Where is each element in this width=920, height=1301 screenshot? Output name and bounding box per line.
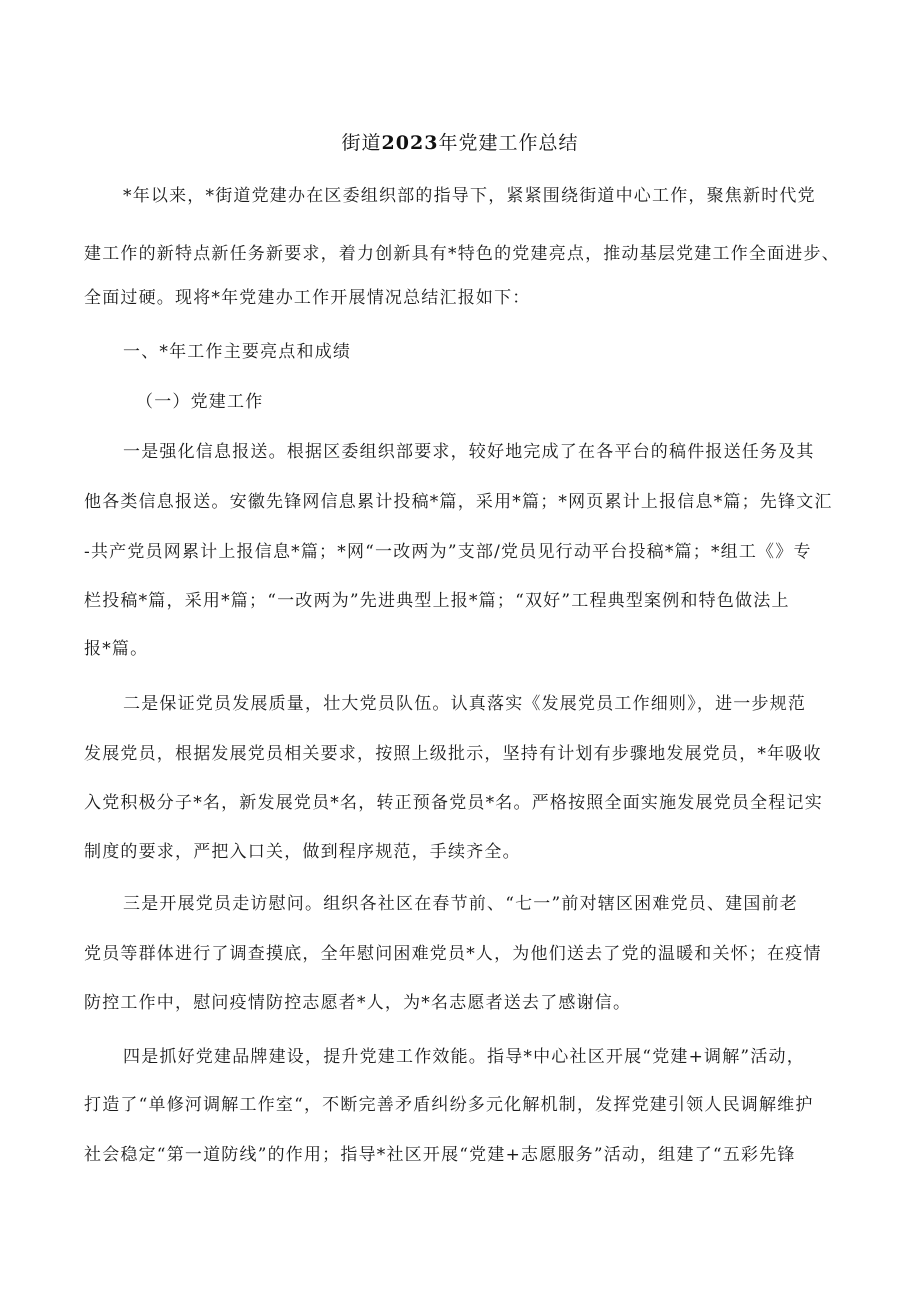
paragraph-line: *年以来，*街道党建办在区委组织部的指导下，紧紧围绕街道中心工作，聚焦新时代党 bbox=[123, 186, 816, 206]
paragraph-line: -共产党员网累计上报信息*篇；*网“一改两为”支部/党员见行动平台投稿*篇；*组工《》专 bbox=[84, 542, 812, 562]
document-title bbox=[0, 128, 920, 155]
paragraph-line: 报*篇。 bbox=[84, 639, 149, 659]
paragraph-line: 社会稳定“第一道防线”的作用；指导*社区开展“党建+志愿服务”活动，组建了“五彩先锋 bbox=[84, 1145, 796, 1165]
paragraph-line: 三是开展党员走访慰问。组织各社区在春节前、“七一”前对辖区困难党员、建国前老 bbox=[123, 894, 798, 914]
paragraph-line: 二是保证党员发展质量，壮大党员队伍。认真落实《发展党员工作细则》，进一步规范 bbox=[123, 694, 807, 714]
title-suffix: 年党建工作总结 bbox=[438, 132, 579, 154]
title-prefix: 街道 bbox=[341, 132, 382, 154]
paragraph-line: 打造了“单修河调解工作室“，不断完善矛盾纠纷多元化解机制，发挥党建引领人民调解维护 bbox=[84, 1095, 814, 1115]
paragraph-line: 防控工作中，慰问疫情防控志愿者*人，为*名志愿者送去了感谢信。 bbox=[84, 993, 632, 1013]
paragraph-line: 入党积极分子*名，新发展党员*名，转正预备党员*名。严格按照全面实施发展党员全程记实 bbox=[84, 793, 823, 813]
paragraph-line: 建工作的新特点新任务新要求，着力创新具有*特色的党建亮点，推动基层党建工作全面进步、 bbox=[84, 244, 840, 264]
paragraph-line: 发展党员，根据发展党员相关要求，按照上级批示，坚持有计划有步骤地发展党员，*年吸收 bbox=[84, 744, 822, 764]
section-heading: 一、*年工作主要亮点和成绩 bbox=[123, 342, 352, 362]
paragraph-line: 他各类信息报送。安徽先锋网信息累计投稿*篇，采用*篇；*网页累计上报信息*篇；先锋文汇 bbox=[84, 492, 833, 512]
paragraph-line: 制度的要求，严把入口关，做到程序规范，手续齐全。 bbox=[84, 842, 521, 862]
paragraph-line: 全面过硬。现将*年党建办工作开展情况总结汇报如下： bbox=[84, 288, 531, 308]
paragraph-line: 党员等群体进行了调查摸底，全年慰问困难党员*人，为他们送去了党的温暖和关怀；在疫情 bbox=[84, 944, 822, 964]
subsection-heading: （一）党建工作 bbox=[136, 392, 264, 412]
paragraph-line: 四是抓好党建品牌建设，提升党建工作效能。指导*中心社区开展“党建+调解”活动， bbox=[123, 1047, 805, 1067]
paragraph-line: 一是强化信息报送。根据区委组织部要求，较好地完成了在各平台的稿件报送任务及其 bbox=[123, 442, 815, 462]
paragraph-line: 栏投稿*篇，采用*篇；“一改两为”先进典型上报*篇；“双好”工程典型案例和特色做法上 bbox=[84, 591, 790, 611]
title-year: 2023 bbox=[381, 132, 439, 154]
